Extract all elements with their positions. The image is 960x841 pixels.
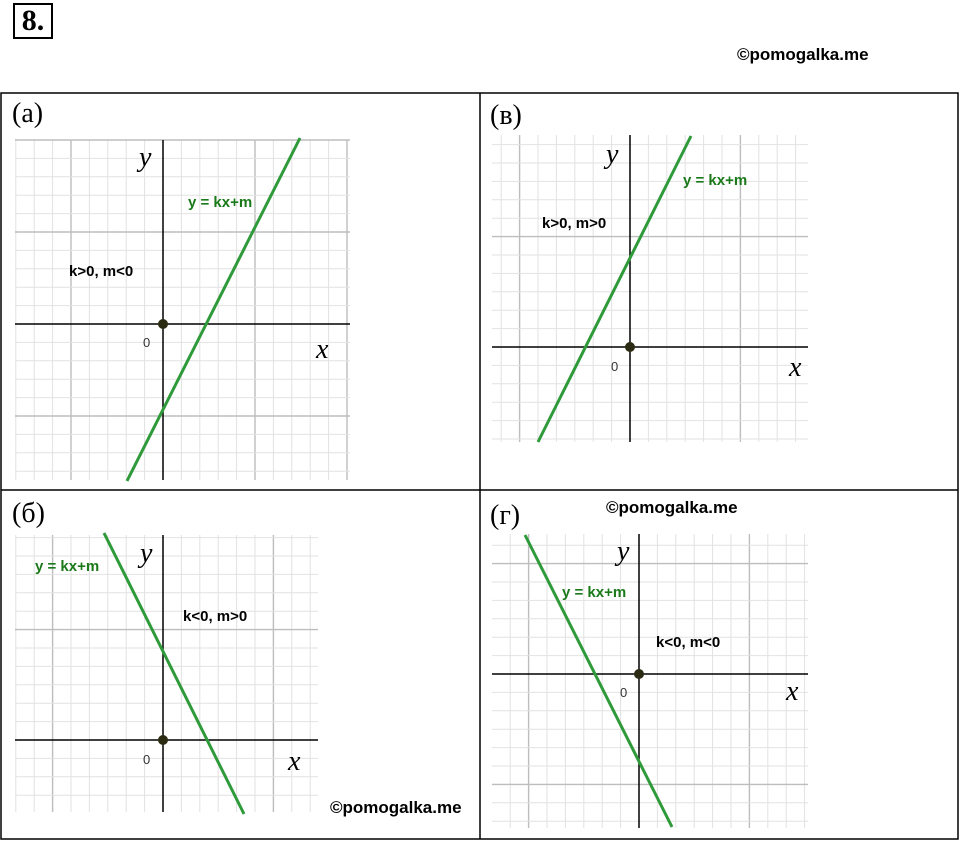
panel-b-equation: y = kx+m xyxy=(35,558,100,575)
problem-number: 8. xyxy=(13,3,53,39)
panel-v-condition: k>0, m>0 xyxy=(542,215,607,232)
panel-g-label: (г) xyxy=(490,500,521,531)
panel-b-y-axis-name: y xyxy=(140,538,153,569)
panel-g-equation: y = kx+m xyxy=(562,584,627,601)
panel-g-condition: k<0, m<0 xyxy=(656,634,721,651)
panel-a-grid xyxy=(15,140,350,480)
panel-a-equation: y = kx+m xyxy=(188,194,253,211)
panel-v xyxy=(490,100,808,442)
panel-a-y-axis-name: y xyxy=(139,142,152,173)
watermark-bottom: ©pomogalka.me xyxy=(330,798,462,817)
panel-b-condition: k<0, m>0 xyxy=(183,608,248,625)
panel-a xyxy=(12,98,350,481)
panel-g-origin-dot xyxy=(634,669,644,679)
panel-b-grid xyxy=(15,535,318,812)
panel-g-y-axis-name: y xyxy=(617,536,630,567)
panel-b-graph-line xyxy=(104,533,244,814)
panel-g-origin-label: 0 xyxy=(620,685,628,700)
panel-v-origin-dot xyxy=(625,342,635,352)
panel-v-y-axis-name: y xyxy=(606,139,619,170)
panel-b-label: (б) xyxy=(12,498,45,529)
panel-b-origin-label: 0 xyxy=(143,752,151,767)
panel-v-equation: y = kx+m xyxy=(683,172,748,189)
panel-a-graph-line xyxy=(127,138,300,481)
panel-a-x-axis-name: x xyxy=(316,334,329,365)
panel-v-x-axis-name: x xyxy=(789,352,802,383)
panel-g xyxy=(490,500,808,828)
watermark-top: ©pomogalka.me xyxy=(737,45,869,64)
panel-a-origin-dot xyxy=(158,319,168,329)
panel-g-x-axis-name: x xyxy=(786,676,799,707)
panel-v-grid xyxy=(492,135,808,442)
panel-a-condition: k>0, m<0 xyxy=(69,263,134,280)
watermark-middle: ©pomogalka.me xyxy=(606,498,738,517)
panel-a-origin-label: 0 xyxy=(143,335,151,350)
panel-a-label: (а) xyxy=(12,98,44,129)
panel-v-label: (в) xyxy=(490,100,522,131)
panel-v-origin-label: 0 xyxy=(611,359,619,374)
panel-b xyxy=(12,498,318,814)
panel-b-origin-dot xyxy=(158,735,168,745)
panel-b-x-axis-name: x xyxy=(288,746,301,777)
